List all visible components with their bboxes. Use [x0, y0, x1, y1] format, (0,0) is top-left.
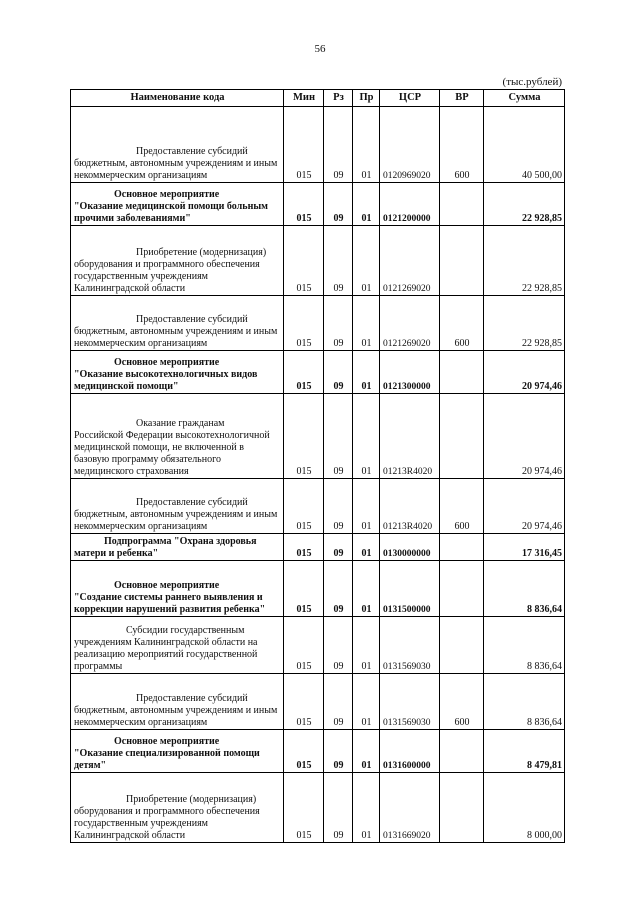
row-pr: 01	[353, 773, 380, 843]
table-header-row	[71, 90, 565, 107]
row-pr: 01	[353, 617, 380, 674]
header-name: Наименование кода	[71, 90, 284, 107]
row-rz: 09	[324, 296, 353, 351]
row-csr: 0131569030	[380, 617, 440, 674]
row-vr	[440, 730, 484, 773]
table-row	[71, 730, 565, 773]
row-sum: 8 836,64	[484, 617, 565, 674]
row-min: 015	[284, 674, 324, 730]
table-row	[71, 183, 565, 226]
row-vr	[440, 226, 484, 296]
units-label: (тыс.рублей)	[502, 76, 562, 88]
row-pr: 01	[353, 561, 380, 617]
table-row	[71, 107, 565, 183]
table-row	[71, 617, 565, 674]
row-pr: 01	[353, 226, 380, 296]
row-sum: 22 928,85	[484, 296, 565, 351]
row-vr	[440, 534, 484, 561]
row-pr: 01	[353, 351, 380, 394]
row-pr: 01	[353, 534, 380, 561]
row-pr: 01	[353, 730, 380, 773]
row-vr	[440, 773, 484, 843]
table-row	[71, 394, 565, 479]
row-vr	[440, 351, 484, 394]
row-min: 015	[284, 534, 324, 561]
table-row	[71, 351, 565, 394]
row-name: Предоставление субсидий бюджетным, автономным учреждениям и иным некоммерческим организациям	[71, 296, 284, 351]
table-row	[71, 773, 565, 843]
row-csr: 0121269020	[380, 296, 440, 351]
row-min: 015	[284, 183, 324, 226]
row-csr: 0131500000	[380, 561, 440, 617]
row-sum: 20 974,46	[484, 394, 565, 479]
row-name: Основное мероприятие "Оказание высокотехнологичных видов медицинской помощи"	[71, 351, 284, 394]
row-rz: 09	[324, 183, 353, 226]
row-rz: 09	[324, 534, 353, 561]
budget-table	[70, 89, 565, 843]
row-min: 015	[284, 773, 324, 843]
row-name: Субсидии государственным учреждениям Калининградской области на реализацию мероприятий государственной программы	[71, 617, 284, 674]
row-rz: 09	[324, 730, 353, 773]
row-vr	[440, 183, 484, 226]
row-name: Приобретение (модернизация) оборудования и программного обеспечения государственным учреждениям Калининградской области	[71, 226, 284, 296]
row-vr: 600	[440, 296, 484, 351]
row-pr: 01	[353, 394, 380, 479]
row-vr: 600	[440, 107, 484, 183]
row-rz: 09	[324, 561, 353, 617]
row-pr: 01	[353, 674, 380, 730]
header-rz: Рз	[324, 90, 353, 107]
row-name: Оказание гражданам Российской Федерации высокотехнологичной медицинской помощи, не включенной в базовую программу обязательного медицинского страхования	[71, 394, 284, 479]
row-rz: 09	[324, 617, 353, 674]
row-csr: 0130000000	[380, 534, 440, 561]
row-sum: 20 974,46	[484, 479, 565, 534]
row-csr: 0121269020	[380, 226, 440, 296]
row-name: Основное мероприятие "Оказание медицинской помощи больным прочими заболеваниями"	[71, 183, 284, 226]
row-vr: 600	[440, 674, 484, 730]
row-sum: 22 928,85	[484, 226, 565, 296]
row-rz: 09	[324, 226, 353, 296]
row-csr: 01213R4020	[380, 394, 440, 479]
row-pr: 01	[353, 479, 380, 534]
row-sum: 8 479,81	[484, 730, 565, 773]
row-sum: 20 974,46	[484, 351, 565, 394]
row-min: 015	[284, 561, 324, 617]
row-rz: 09	[324, 351, 353, 394]
header-min: Мин	[284, 90, 324, 107]
row-sum: 8 836,64	[484, 674, 565, 730]
row-name: Подпрограмма "Охрана здоровья матери и ребенка"	[71, 534, 284, 561]
header-csr: ЦСР	[380, 90, 440, 107]
row-csr: 0131600000	[380, 730, 440, 773]
row-pr: 01	[353, 183, 380, 226]
header-vr: ВР	[440, 90, 484, 107]
row-sum: 22 928,85	[484, 183, 565, 226]
row-min: 015	[284, 479, 324, 534]
page-number: 56	[314, 43, 326, 55]
row-vr	[440, 617, 484, 674]
row-name: Предоставление субсидий бюджетным, автономным учреждениям и иным некоммерческим организациям	[71, 479, 284, 534]
table-row	[71, 534, 565, 561]
row-rz: 09	[324, 107, 353, 183]
row-vr	[440, 394, 484, 479]
row-min: 015	[284, 351, 324, 394]
row-sum: 8 836,64	[484, 561, 565, 617]
row-name: Предоставление субсидий бюджетным, автономным учреждениям и иным некоммерческим организациям	[71, 107, 284, 183]
row-rz: 09	[324, 674, 353, 730]
row-rz: 09	[324, 394, 353, 479]
header-sum: Сумма	[484, 90, 565, 107]
row-csr: 0121300000	[380, 351, 440, 394]
row-vr	[440, 561, 484, 617]
row-vr: 600	[440, 479, 484, 534]
row-min: 015	[284, 107, 324, 183]
row-name: Предоставление субсидий бюджетным, автономным учреждениям и иным некоммерческим организациям	[71, 674, 284, 730]
table-row	[71, 561, 565, 617]
row-min: 015	[284, 730, 324, 773]
row-pr: 01	[353, 107, 380, 183]
table-row	[71, 674, 565, 730]
row-csr: 0131669020	[380, 773, 440, 843]
row-rz: 09	[324, 479, 353, 534]
row-min: 015	[284, 394, 324, 479]
row-name: Приобретение (модернизация) оборудования и программного обеспечения государственным учреждениям Калининградской области	[71, 773, 284, 843]
row-rz: 09	[324, 773, 353, 843]
header-pr: Пр	[353, 90, 380, 107]
row-min: 015	[284, 617, 324, 674]
row-csr: 01213R4020	[380, 479, 440, 534]
row-name: Основное мероприятие "Оказание специализированной помощи детям"	[71, 730, 284, 773]
row-csr: 0121200000	[380, 183, 440, 226]
row-pr: 01	[353, 296, 380, 351]
row-min: 015	[284, 296, 324, 351]
row-csr: 0120969020	[380, 107, 440, 183]
row-name: Основное мероприятие "Создание системы раннего выявления и коррекции нарушений развития ребенка"	[71, 561, 284, 617]
table-row	[71, 296, 565, 351]
row-min: 015	[284, 226, 324, 296]
table-row	[71, 479, 565, 534]
row-sum: 17 316,45	[484, 534, 565, 561]
row-csr: 0131569030	[380, 674, 440, 730]
table-row	[71, 226, 565, 296]
row-sum: 8 000,00	[484, 773, 565, 843]
row-sum: 40 500,00	[484, 107, 565, 183]
